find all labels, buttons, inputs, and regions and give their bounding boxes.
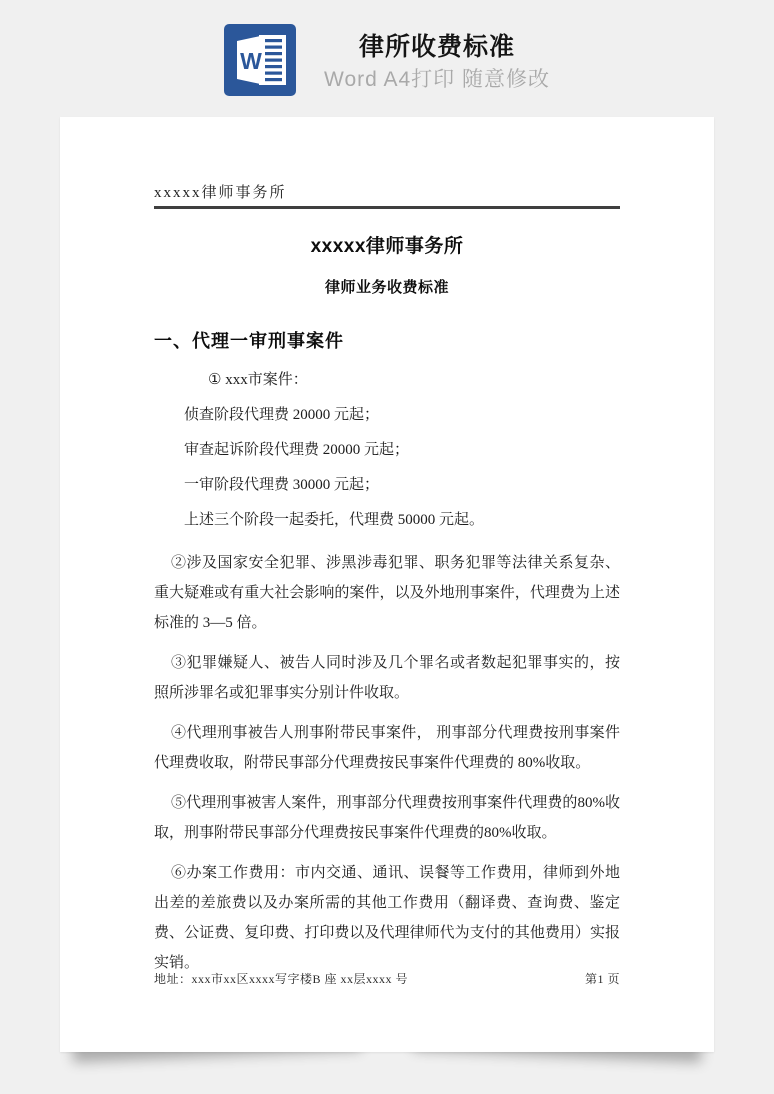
word-icon bbox=[224, 24, 296, 96]
document-header: xxxxx律师事务所 bbox=[154, 181, 620, 209]
paragraph: 审查起诉阶段代理费 20000 元起； bbox=[184, 442, 410, 458]
preview-title: 律所收费标准 bbox=[358, 33, 515, 61]
word-icon-letter: W bbox=[240, 48, 262, 74]
paragraph: ③犯罪嫌疑人、被告人同时涉及几个罪名或者数起犯罪事实的，按照所涉罪名或犯罪事实分别计件收取。 bbox=[154, 655, 620, 701]
section-heading: 一、代理一审刑事案件 bbox=[154, 331, 344, 351]
document-page bbox=[60, 117, 714, 1052]
preview-titles bbox=[324, 24, 550, 96]
footer-address: 地址：xxx市xx区xxxx写字楼B 座 xx层xxxx 号 bbox=[154, 972, 409, 986]
paragraph: 一审阶段代理费 30000 元起； bbox=[184, 477, 380, 493]
preview-subtitle: Word A4打印 随意修改 bbox=[324, 68, 550, 91]
paragraph: ②涉及国家安全犯罪、涉黑涉毒犯罪、职务犯罪等法律关系复杂、重大疑难或有重大社会影响的案件，以及外地刑事案件，代理费为上述标准的 3—5 倍。 bbox=[154, 555, 620, 631]
paragraph: ④代理刑事被告人刑事附带民事案件， 刑事部分代理费按刑事案件代理费收取，附带民事部分代理费按民事案件代理费的 80%收取。 bbox=[154, 725, 620, 771]
preview-header bbox=[0, 24, 774, 96]
footer-page-number: 第1 页 bbox=[584, 972, 620, 986]
document-subtitle: 律师业务收费标准 bbox=[324, 279, 449, 296]
document-body bbox=[154, 363, 620, 978]
paragraph: ⑤代理刑事被害人案件，刑事部分代理费按刑事案件代理费的80%收取，刑事附带民事部分代理费按民事案件代理费的80%收取。 bbox=[154, 795, 620, 841]
paragraph: ⑥办案工作费用：市内交通、通讯、误餐等工作费用，律师到外地出差的差旅费以及办案所需的其他工作费用（翻译费、查询费、鉴定费、公证费、复印费、打印费以及代理律师代为支付的其他费用）实报实销。 bbox=[154, 865, 620, 971]
paragraph: 侦查阶段代理费 20000 元起； bbox=[184, 407, 380, 423]
paragraph: ① xxx市案件： bbox=[208, 372, 308, 388]
paragraph: 上述三个阶段一起委托，代理费 50000 元起。 bbox=[184, 512, 485, 528]
document-title: xxxxx律师事务所 bbox=[310, 236, 464, 257]
document-footer bbox=[154, 970, 620, 987]
